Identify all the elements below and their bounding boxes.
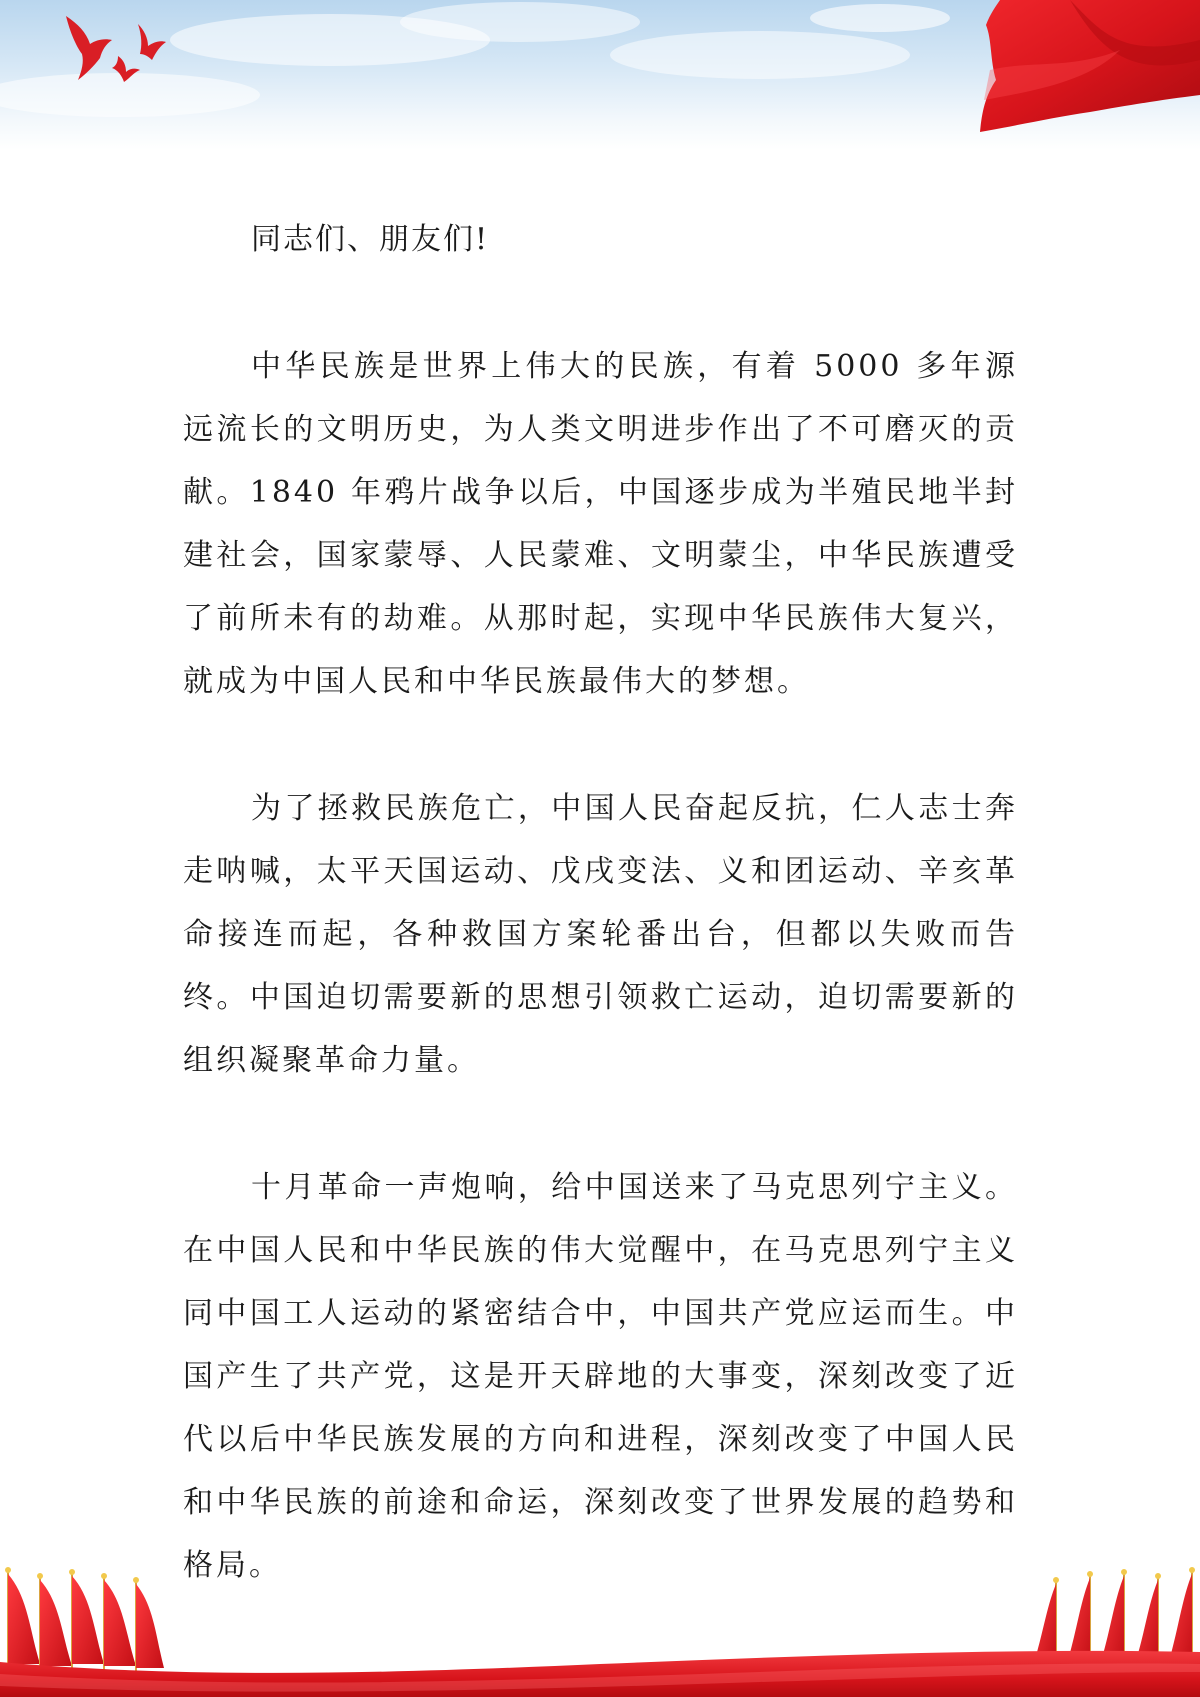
paragraph-2: 为了拯救民族危亡，中国人民奋起反抗，仁人志士奔走呐喊，太平天国运动、戊戌变法、义和团运动、辛亥革命接连而起，各种救国方案轮番出台，但都以失败而告终。中国迫切需要新的思想引领救亡运动，迫切需要新的组织凝聚革命力量。 bbox=[183, 791, 1018, 1078]
paragraph-1: 中华民族是世界上伟大的民族，有着 5000 多年源远流长的文明历史，为人类文明进步作出了不可磨灭的贡献。1840 年鸦片战争以后，中国逐步成为半殖民地半封建社会，国家蒙辱、人民蒙难、文明蒙尘，中华民族遭受了前所未有的劫难。从那时起，实现中华民族伟大复兴，就成为中国人民和中华民族最伟大的梦想。 bbox=[183, 349, 1018, 699]
bottom-decoration bbox=[0, 1552, 1200, 1697]
paragraph-3: 十月革命一声炮响，给中国送来了马克思列宁主义。在中国人民和中华民族的伟大觉醒中，在马克思列宁主义同中国工人运动的紧密结合中，中国共产党应运而生。中国产生了共产党，这是开天辟地的大事变，深刻改变了近代以后中华民族发展的方向和进程，深刻改变了中国人民和中华民族的前途和命运，深刻改变了世界发展的趋势和格局。 bbox=[183, 1170, 1018, 1583]
red-flag-icon bbox=[920, 0, 1200, 140]
speech-document bbox=[183, 208, 1018, 1597]
greeting: 同志们、朋友们! bbox=[251, 222, 490, 257]
dove-icon bbox=[60, 10, 180, 85]
